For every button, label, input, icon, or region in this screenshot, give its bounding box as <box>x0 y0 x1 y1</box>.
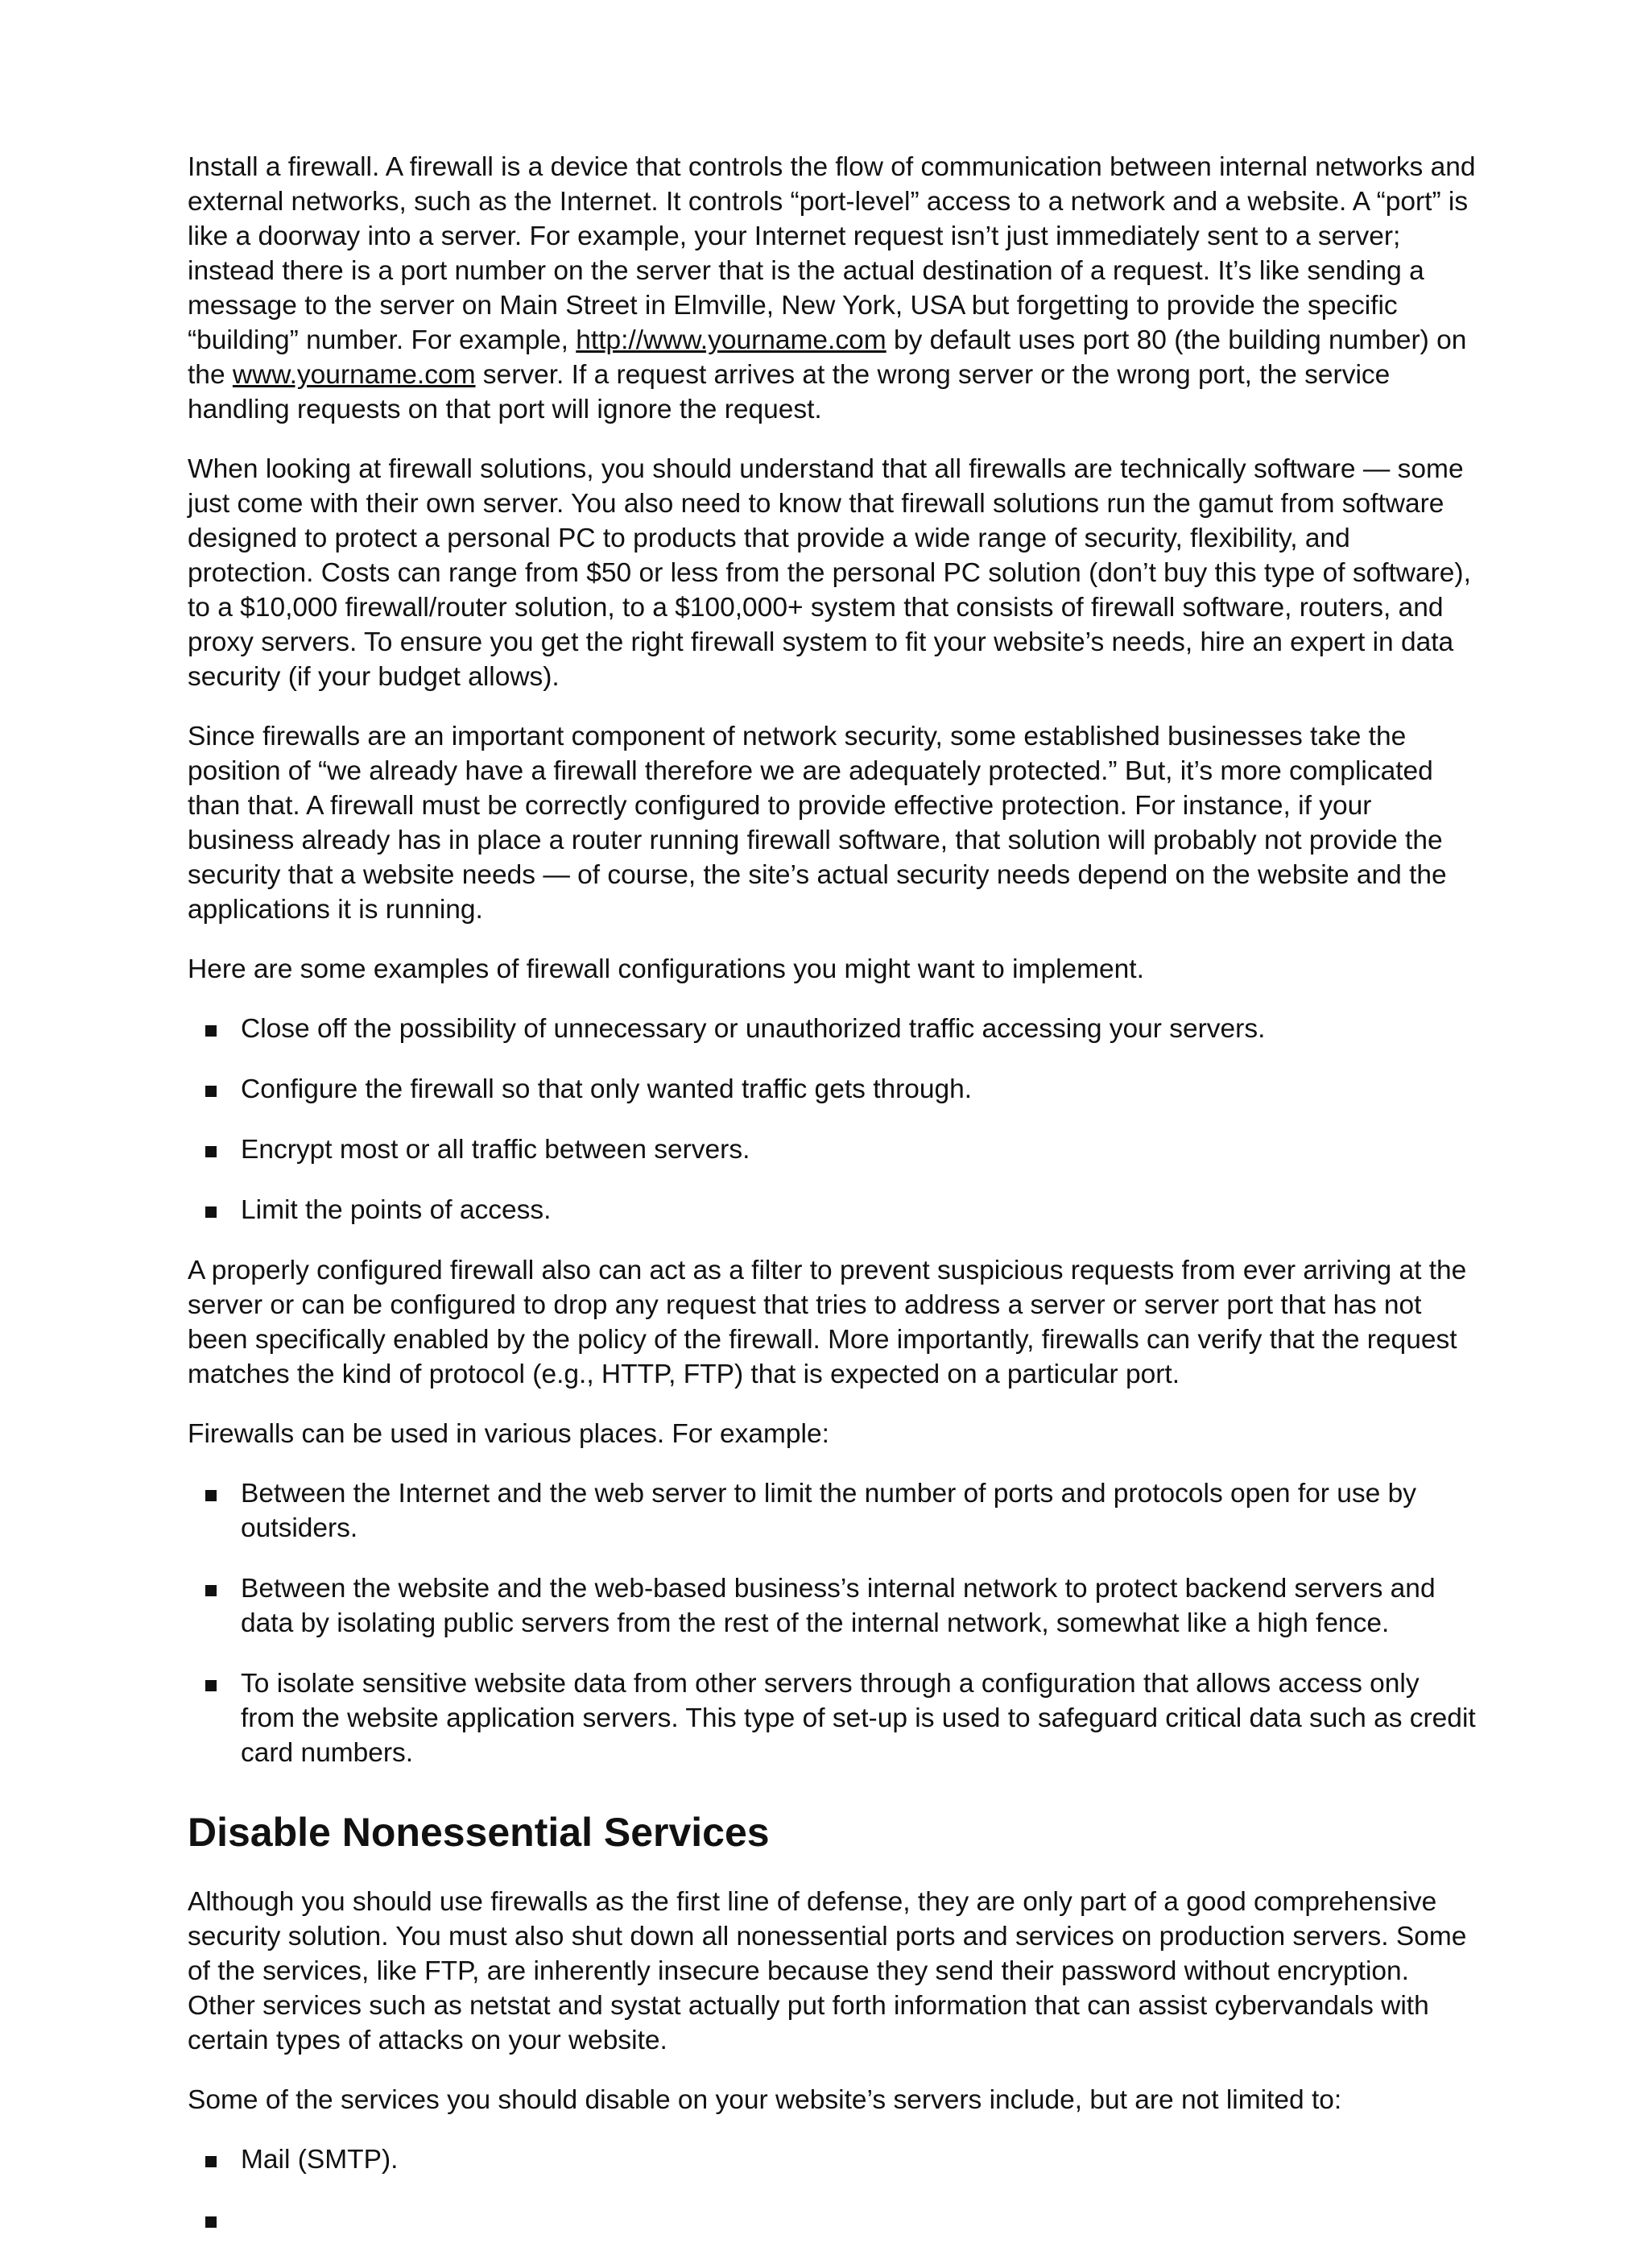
list-item <box>188 1132 1476 1167</box>
list-item <box>188 1072 1476 1107</box>
services-list <box>188 2142 1476 2237</box>
link-yourname-http[interactable]: http://www.yourname.com <box>576 325 886 355</box>
list-item-text: Close off the possibility of unnecessary or unauthorized traffic accessing your servers. <box>241 1014 1266 1044</box>
paragraph-text: by default uses port 80 (the building number) on the <box>188 325 1467 390</box>
square-bullet-icon <box>205 1025 217 1037</box>
paragraph-text: Install a firewall. A firewall is a device that controls the flow of communication between internal networks and external networks, such as the Internet. It controls “port-level” access to a network and a website. A “port” is like a doorway into a server. For example, your Internet request isn’t just immediately sent to a server; instead there is a port number on the server that is the actual destination of a request. It’s like sending a message to the server on Main Street in Elmville, New York, USA but forgetting to provide the specific “building” number. For example, <box>188 152 1476 355</box>
square-bullet-icon <box>205 1490 217 1501</box>
list-item <box>188 1012 1476 1046</box>
paragraph-config-examples-intro: Here are some examples of firewall configurations you might want to implement. <box>188 954 1144 984</box>
square-bullet-icon <box>205 1680 217 1691</box>
paragraph-services-intro: Some of the services you should disable on your website’s servers include, but are not limited to: <box>188 2085 1342 2115</box>
list-item-text: Mail (SMTP). <box>241 2145 399 2175</box>
firewall-places-list <box>188 1476 1476 1770</box>
square-bullet-icon <box>205 1146 217 1157</box>
paragraph-places-intro: Firewalls can be used in various places. For example: <box>188 1419 829 1449</box>
square-bullet-icon <box>205 2156 217 2167</box>
firewall-config-list <box>188 1012 1476 1227</box>
section-heading: Disable Nonessential Services <box>188 1810 770 1855</box>
list-item-text: Between the website and the web-based business’s internal network to protect backend servers and data by isolating public servers from the rest of the internal network, somewhat like a high fence. <box>241 1574 1436 1638</box>
list-item-text: Encrypt most or all traffic between servers. <box>241 1135 750 1165</box>
list-item <box>188 2203 1476 2237</box>
paragraph-install-firewall <box>188 150 1476 427</box>
list-item-text: Between the Internet and the web server to limit the number of ports and protocols open for use by outsiders. <box>241 1479 1416 1543</box>
square-bullet-icon <box>205 2216 217 2228</box>
link-yourname-www[interactable]: www.yourname.com <box>232 360 476 390</box>
square-bullet-icon <box>205 1206 217 1218</box>
list-item <box>188 1571 1476 1641</box>
list-item <box>188 1193 1476 1227</box>
document-page <box>188 150 1476 2263</box>
list-item-text: Configure the firewall so that only wanted traffic gets through. <box>241 1074 973 1104</box>
list-item <box>188 2142 1476 2177</box>
square-bullet-icon <box>205 1585 217 1596</box>
paragraph-network-security: Since firewalls are an important component of network security, some established businesses take the position of “we already have a firewall therefore we are adequately protected.” But, it’s more complicated than that. A firewall must be correctly configured to provide effective protection. For instance, if your business already has in place a router running firewall software, that solution will probably not provide the security that a website needs — of course, the site’s actual security needs depend on the website and the applications it is running. <box>188 722 1447 925</box>
paragraph-nonessential: Although you should use firewalls as the first line of defense, they are only part of a good comprehensive security solution. You must also shut down all nonessential ports and services on production servers. Some of the services, like FTP, are inherently insecure because they send their password without encryption. Other services such as netstat and systat actually put forth information that can assist cybervandals with certain types of attacks on your website. <box>188 1887 1467 2055</box>
list-item-text: To isolate sensitive website data from other servers through a configuration that allows access only from the website application servers. This type of set-up is used to safeguard critical data such as credit card numbers. <box>241 1669 1476 1768</box>
list-item <box>188 1666 1476 1770</box>
list-item <box>188 1476 1476 1546</box>
paragraph-text: server. If a request arrives at the wrong server or the wrong port, the service handling requests on that port will ignore the request. <box>188 360 1391 424</box>
paragraph-firewall-solutions: When looking at firewall solutions, you should understand that all firewalls are technically software — some just come with their own server. You also need to know that firewall solutions run the gamut from software designed to protect a personal PC to products that provide a wide range of security, flexibility, and protection. Costs can range from $50 or less from the personal PC solution (don’t buy this type of software), to a $10,000 firewall/router solution, to a $100,000+ system that consists of firewall software, routers, and proxy servers. To ensure you get the right firewall system to fit your website’s needs, hire an expert in data security (if your budget allows). <box>188 454 1471 692</box>
paragraph-filter: A properly configured firewall also can act as a filter to prevent suspicious requests from ever arriving at the server or can be configured to drop any request that tries to address a server or server port that has not been specifically enabled by the policy of the firewall. More importantly, firewalls can verify that the request matches the kind of protocol (e.g., HTTP, FTP) that is expected on a particular port. <box>188 1256 1467 1389</box>
list-item-text: Limit the points of access. <box>241 1195 552 1225</box>
square-bullet-icon <box>205 1086 217 1097</box>
